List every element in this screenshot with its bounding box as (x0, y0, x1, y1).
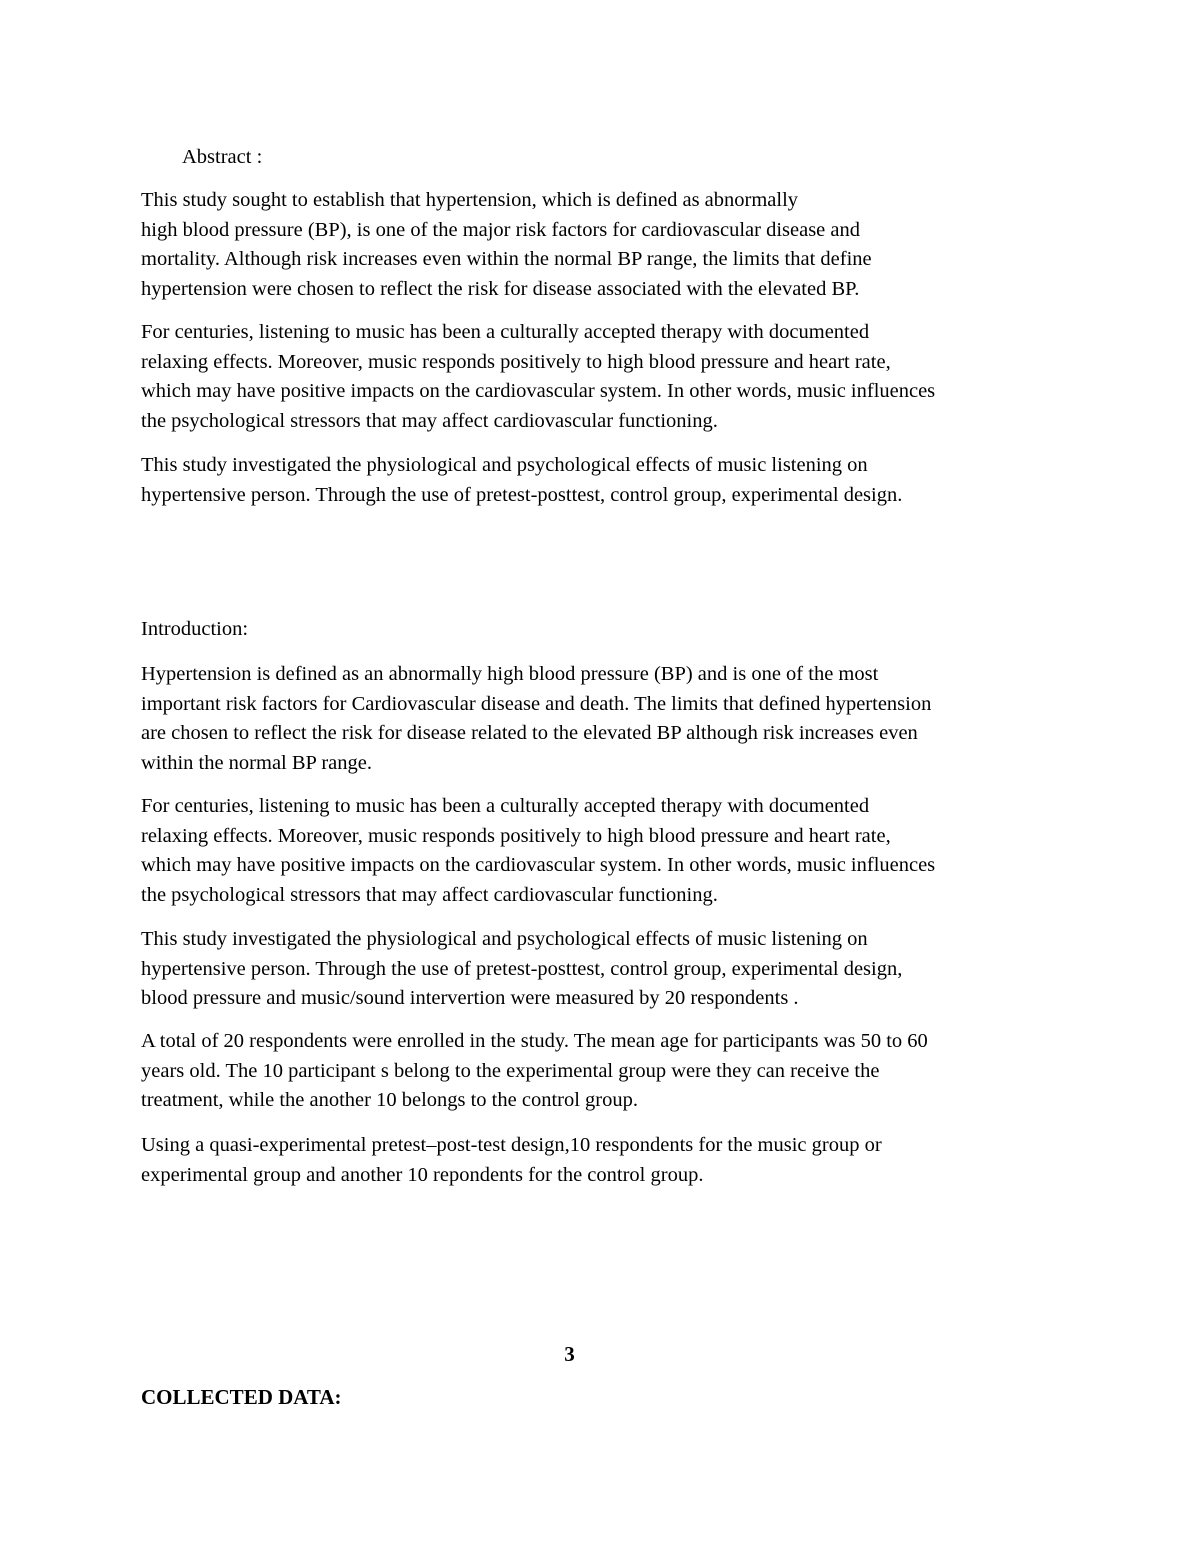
page-number: 3 (564, 1342, 575, 1366)
introduction-heading: Introduction: (141, 618, 249, 640)
introduction-paragraph-1: Hypertension is defined as an abnormally high blood pressure (BP) and is one of the most important risk factors for Cardiovascular disease and death. The limits that defined hypertension are chosen to reflect the risk for disease related to the elevated BP although risk increases even within the normal BP range. (141, 663, 932, 774)
abstract-paragraph-1: This study sought to establish that hypertension, which is defined as abnormally high blood pressure (BP), is one of the major risk factors for cardiovascular disease and mortality. Although risk increases even within the normal BP range, the limits that define hypertension were chosen to reflect the risk for disease associated with the elevated BP. (141, 189, 872, 300)
abstract-paragraph-3: This study investigated the physiological and psychological effects of music listening on hypertensive person. Through the use of pretest-posttest, control group, experimental design. (141, 454, 903, 506)
abstract-paragraph-2: For centuries, listening to music has been a culturally accepted therapy with documented relaxing effects. Moreover, music responds positively to high blood pressure and heart rate, which may have positive impacts on the cardiovascular system. In other words, music influences the psychological stressors that may affect cardiovascular functioning. (141, 321, 936, 432)
abstract-heading: Abstract : (182, 146, 263, 168)
collected-data-heading: COLLECTED DATA: (141, 1385, 342, 1409)
introduction-paragraph-3: This study investigated the physiological and psychological effects of music listening on hypertensive person. Through the use of pretest-posttest, control group, experimental design, blood pressure and music/sound intervertion were measured by 20 respondents . (141, 928, 903, 1009)
introduction-paragraph-2: For centuries, listening to music has been a culturally accepted therapy with documented relaxing effects. Moreover, music responds positively to high blood pressure and heart rate, which may have positive impacts on the cardiovascular system. In other words, music influences the psychological stressors that may affect cardiovascular functioning. (141, 795, 936, 906)
introduction-paragraph-5: Using a quasi-experimental pretest–post-test design,10 respondents for the music group or experimental group and another 10 repondents for the control group. (141, 1134, 882, 1186)
introduction-paragraph-4: A total of 20 respondents were enrolled in the study. The mean age for participants was 50 to 60 years old. The 10 participant s belong to the experimental group were they can receive the treatment, while the another 10 belongs to the control group. (141, 1030, 928, 1111)
